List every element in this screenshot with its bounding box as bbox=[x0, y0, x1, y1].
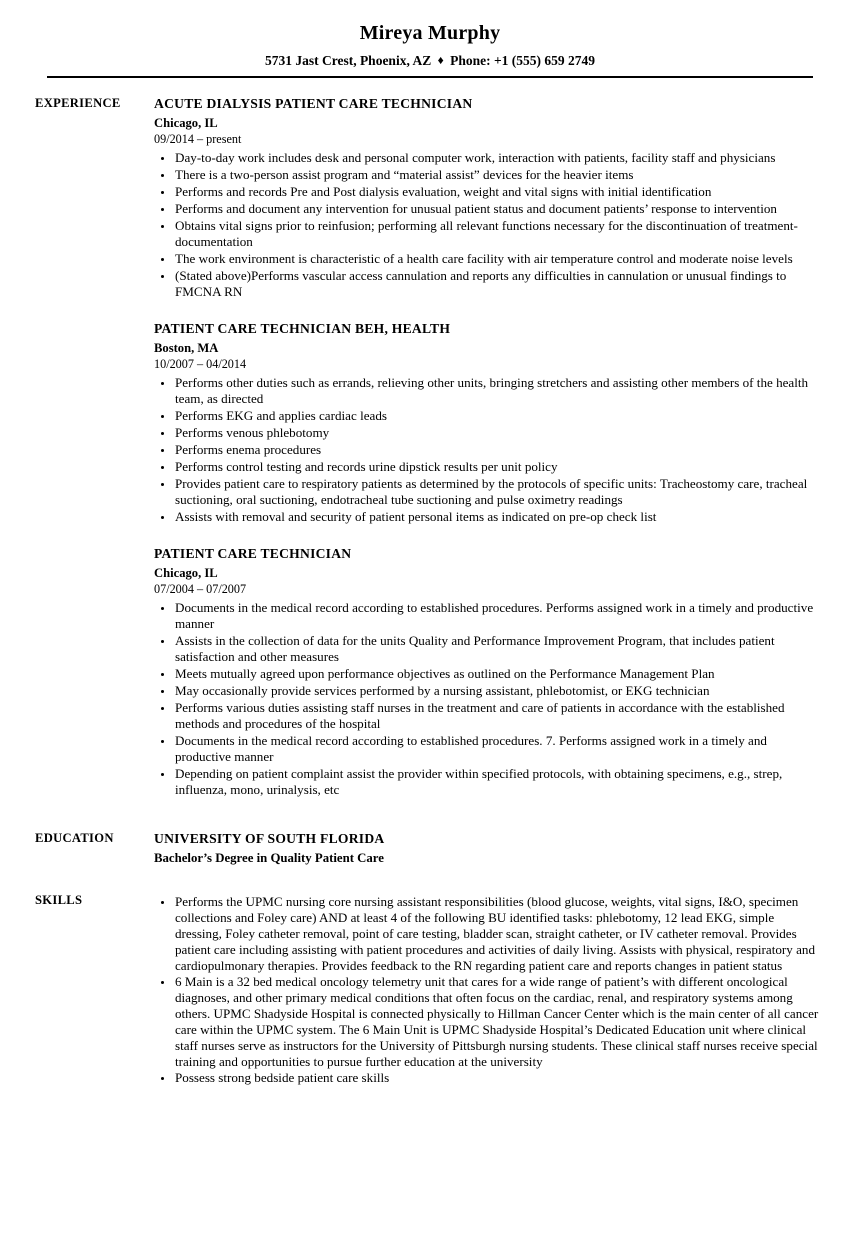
job-bullet-list bbox=[154, 375, 820, 525]
job-location: Chicago, IL bbox=[154, 116, 218, 131]
list-item: Provides patient care to respiratory patients as determined by the protocols of specific units: Tracheostomy care, tracheal suctioning, oral suctioning, endotracheal tube suctioning and pulse oximetry readings bbox=[154, 476, 820, 508]
job-bullet-list bbox=[154, 600, 820, 798]
list-item: Assists with removal and security of patient personal items as indicated on pre-op check list bbox=[154, 509, 820, 525]
list-item: Assists in the collection of data for the units Quality and Performance Improvement Program, that includes patient satisfaction and other measures bbox=[154, 633, 820, 665]
experience-item bbox=[154, 320, 820, 525]
job-location: Chicago, IL bbox=[154, 565, 218, 580]
list-item: Possess strong bedside patient care skills bbox=[154, 1070, 820, 1086]
section-skills bbox=[35, 892, 820, 1086]
job-title: PATIENT CARE TECHNICIAN bbox=[154, 546, 352, 562]
experience-list bbox=[154, 95, 820, 798]
list-item: Performs other duties such as errands, relieving other units, bringing stretchers and assisting other members of the health team, as directed bbox=[154, 375, 820, 407]
job-location: Boston, MA bbox=[154, 340, 219, 355]
list-item: Performs and document any intervention for unusual patient status and document patients’ response to intervention bbox=[154, 201, 820, 217]
education-degree: Bachelor’s Degree in Quality Patient Care bbox=[154, 851, 384, 866]
list-item: Performs venous phlebotomy bbox=[154, 425, 820, 441]
list-item: The work environment is characteristic of a health care facility with air temperature control and moderate noise levels bbox=[154, 251, 820, 267]
contact-address: 5731 Jast Crest, Phoenix, AZ bbox=[264, 53, 432, 68]
contact-phone: Phone: +1 (555) 659 2749 bbox=[450, 53, 596, 68]
experience-item bbox=[154, 545, 820, 798]
section-label-skills: SKILLS bbox=[35, 892, 83, 907]
list-item: Performs various duties assisting staff nurses in the treatment and care of patients in accordance with the established methods and procedures of the hospital bbox=[154, 700, 820, 732]
header-divider bbox=[47, 76, 813, 79]
list-item: Meets mutually agreed upon performance objectives as outlined on the Performance Management Plan bbox=[154, 666, 820, 682]
education-list bbox=[154, 830, 820, 868]
experience-item bbox=[154, 95, 820, 300]
list-item: Day-to-day work includes desk and personal computer work, interaction with patients, facility staff and physicians bbox=[154, 150, 820, 166]
section-label-education: EDUCATION bbox=[35, 830, 114, 845]
list-item: May occasionally provide services performed by a nursing assistant, phlebotomist, or EKG technician bbox=[154, 683, 820, 699]
list-item: 6 Main is a 32 bed medical oncology telemetry unit that cares for a wide range of patient’s with different oncological diagnoses, and other primary medical conditions that often focus on the cardiac, renal, and respiratory systems among others. UPMC Shadyside Hospital is connected physically to Hillman Cancer Center which is the main center of all cancer care within the UPMC system. The 6 Main Unit is UPMC Shadyside Hospital’s Dedicated Education unit where clinical staff nurses serve as instructors for the University of Pittsburgh nursing students. These clinical staff nurses receive special training and opportunities to pursue further education at the university bbox=[154, 974, 820, 1070]
list-item: (Stated above)Performs vascular access cannulation and reports any difficulties in cannulation or unusual findings to FMCNA RN bbox=[154, 268, 820, 300]
section-education bbox=[35, 830, 820, 868]
list-item: Depending on patient complaint assist the provider within specified protocols, with obtaining specimens, e.g., strep, influenza, mono, urinalysis, etc bbox=[154, 766, 820, 798]
list-item: Obtains vital signs prior to reinfusion; performing all relevant functions necessary for the discontinuation of treatment- documentation bbox=[154, 218, 820, 250]
education-item bbox=[154, 830, 820, 868]
resume-header bbox=[0, 0, 860, 78]
list-item: There is a two-person assist program and “material assist” devices for the heavier items bbox=[154, 167, 820, 183]
list-item: Documents in the medical record according to established procedures. Performs assigned work in a timely and productive manner bbox=[154, 600, 820, 632]
diamond-separator-icon: ♦ bbox=[437, 53, 444, 67]
skills-list bbox=[154, 892, 820, 1086]
job-title: ACUTE DIALYSIS PATIENT CARE TECHNICIAN bbox=[154, 96, 473, 112]
job-dates: 09/2014 – present bbox=[154, 132, 242, 147]
job-title: PATIENT CARE TECHNICIAN BEH, HEALTH bbox=[154, 321, 451, 337]
list-item: Performs enema procedures bbox=[154, 442, 820, 458]
skills-bullet-list bbox=[154, 894, 820, 1086]
list-item: Performs the UPMC nursing core nursing assistant responsibilities (blood glucose, weights, vital signs, I&O, specimen collections and Foley care) AND at least 4 of the following BU identified tasks: phlebotomy, 12 lead EKG, simple dressing, Foley catheter removal, point of care testing, bladder scan, straight catheter, or IV catheter removal. Provides patient care including assisting with patient procedures and activities of daily living. Assists with physical, respiratory and cardiopulmonary therapies. Provides feedback to the RN regarding patient care and reports changes in patient status bbox=[154, 894, 820, 974]
section-experience bbox=[35, 95, 820, 798]
list-item: Documents in the medical record according to established procedures. 7. Performs assigned work in a timely and productive manner bbox=[154, 733, 820, 765]
job-dates: 07/2004 – 07/2007 bbox=[154, 581, 247, 596]
list-item: Performs control testing and records urine dipstick results per unit policy bbox=[154, 459, 820, 475]
list-item: Performs EKG and applies cardiac leads bbox=[154, 408, 820, 424]
candidate-name: Mireya Murphy bbox=[359, 22, 501, 44]
list-item: Performs and records Pre and Post dialysis evaluation, weight and vital signs with initial identification bbox=[154, 184, 820, 200]
job-dates: 10/2007 – 04/2014 bbox=[154, 356, 247, 371]
section-label-experience: EXPERIENCE bbox=[35, 96, 121, 111]
resume-content bbox=[0, 95, 860, 1086]
contact-line bbox=[0, 54, 860, 69]
education-school: UNIVERSITY OF SOUTH FLORIDA bbox=[154, 830, 385, 846]
job-bullet-list bbox=[154, 150, 820, 300]
